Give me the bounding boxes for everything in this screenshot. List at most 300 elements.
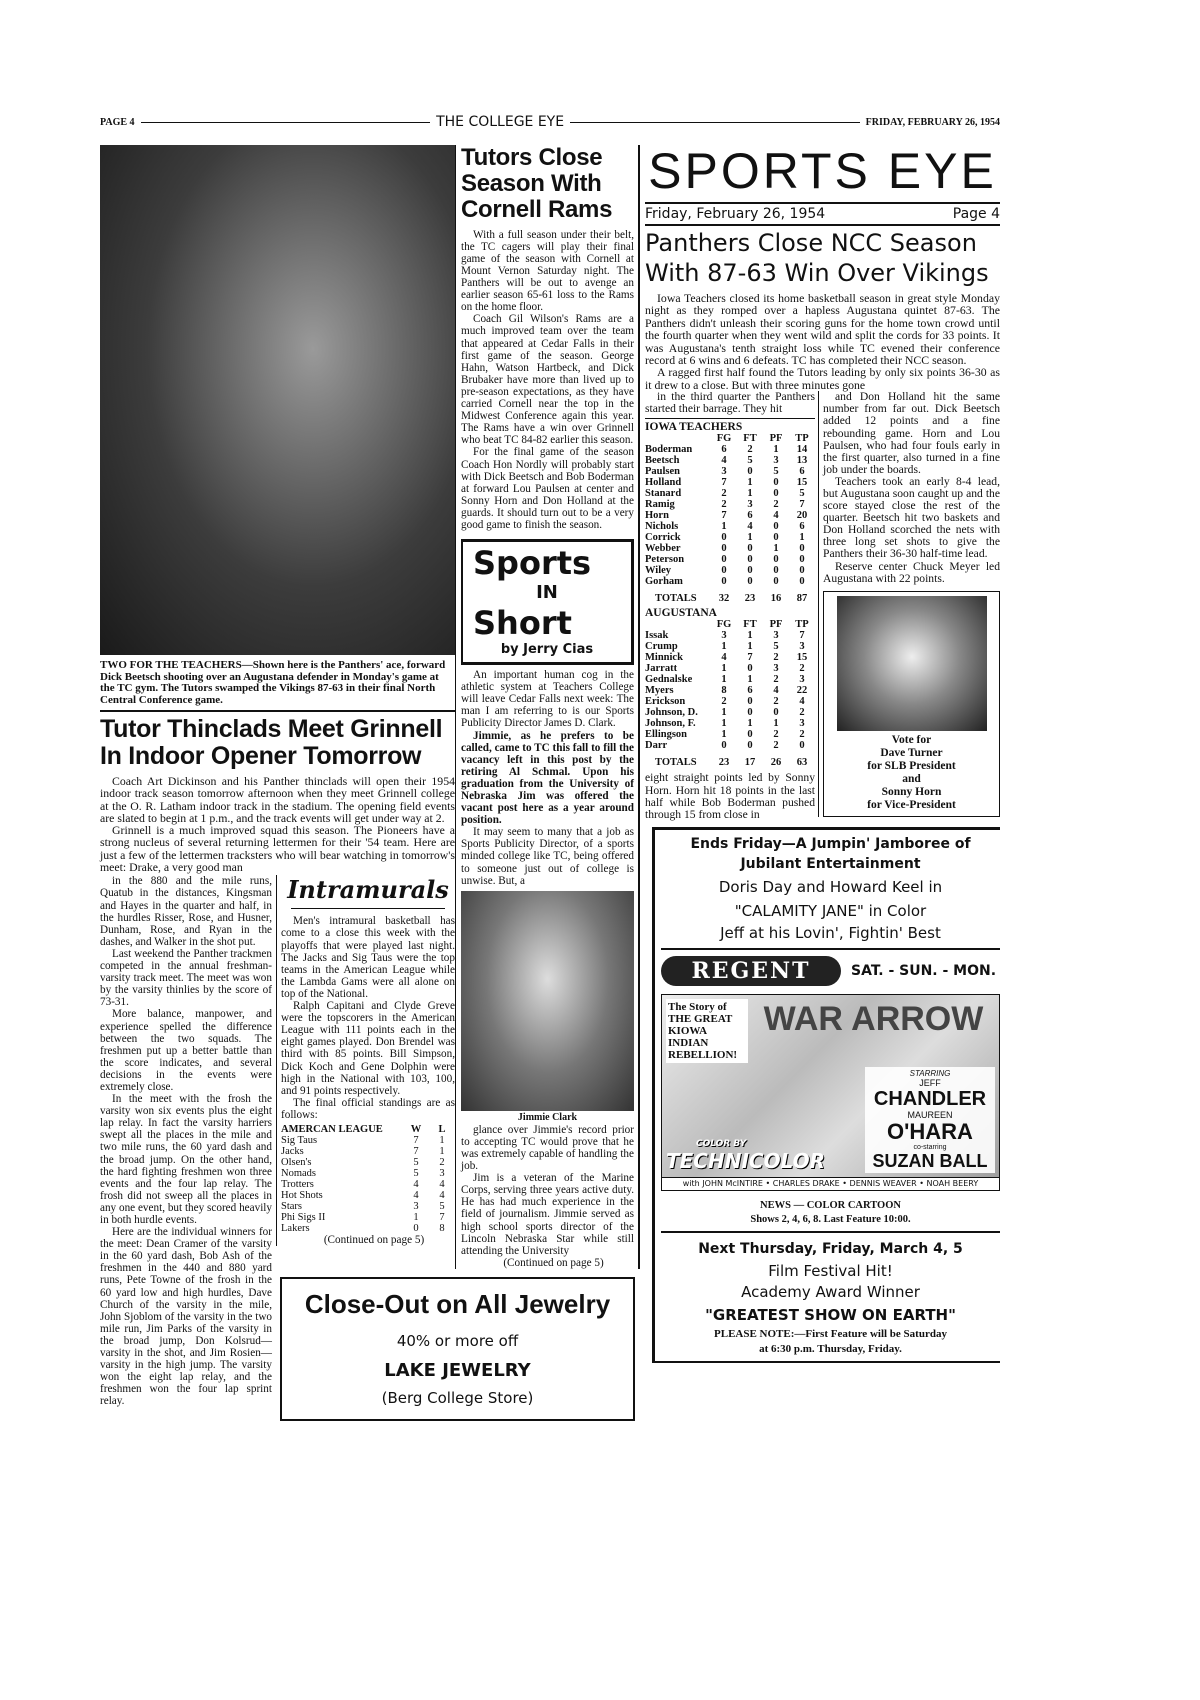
show-days: SAT. - SUN. - MON.	[851, 962, 997, 979]
player-name: Holland	[645, 477, 682, 489]
divider	[100, 710, 455, 712]
stat: 0	[773, 521, 779, 533]
total: 17	[744, 757, 756, 769]
jewelry-headline: Close-Out on All Jewelry	[304, 1288, 611, 1319]
stat: 1	[773, 718, 779, 730]
vote-line: Vote for	[891, 733, 932, 746]
stat: 2	[773, 674, 779, 686]
photo-caption	[100, 660, 455, 706]
show-times	[661, 1199, 1000, 1227]
stat: 1	[747, 488, 753, 500]
stat: 1	[747, 477, 753, 489]
stat: 0	[721, 740, 727, 752]
stat: 2	[773, 740, 779, 752]
stat: 0	[773, 576, 779, 588]
losses: 2	[439, 1156, 445, 1168]
intramurals-body	[281, 915, 455, 1246]
ad-line: Jubilant Entertainment	[740, 855, 921, 872]
header-rule	[570, 122, 860, 123]
festival: Film Festival Hit!	[768, 1261, 893, 1280]
paragraph: Reserve center Chuck Meyer led Augustana with 22 points.	[823, 559, 1000, 585]
continued-note: (Continued on page 5)	[323, 1233, 425, 1246]
player-row	[645, 630, 815, 641]
costar-label: co-starring	[913, 1143, 947, 1151]
paragraph: in the third quarter the Panthers started their barrage. They hit	[645, 390, 815, 416]
stat: 0	[747, 707, 753, 719]
player-row	[645, 729, 815, 740]
intramurals-column	[276, 875, 455, 1246]
stat: 2	[799, 663, 805, 675]
losses: 1	[439, 1134, 445, 1146]
intramurals-title: Intramurals	[287, 875, 449, 905]
stat: 3	[721, 630, 727, 642]
award: Academy Award Winner	[741, 1282, 920, 1301]
stat: 2	[773, 652, 779, 664]
section-dateline	[645, 204, 1000, 224]
player-name: Darr	[645, 740, 668, 752]
jewelry-location: (Berg College Store)	[381, 1388, 534, 1407]
paragraph: It may seem to many that a job as Sports Publicity Director, of a sports minded college like TC, being offered to someone just out of college is unwise. But, a	[461, 826, 634, 887]
player-row	[645, 455, 815, 466]
poster-top	[662, 995, 999, 1067]
player-row	[645, 652, 815, 663]
movie-title: WAR ARROW	[763, 999, 984, 1038]
stat: 2	[773, 729, 779, 741]
section-date: Friday, February 26, 1954	[645, 206, 826, 222]
theater-ad	[652, 827, 1000, 1363]
stat: 0	[747, 663, 753, 675]
total: 23	[718, 757, 730, 769]
stat: 4	[721, 455, 727, 467]
player-name: Crump	[645, 641, 678, 653]
cornell-body	[461, 229, 634, 531]
column-header: PF	[769, 619, 783, 631]
stat: 0	[773, 488, 779, 500]
total: 26	[770, 757, 782, 769]
stat: 0	[799, 554, 805, 566]
team: Stars	[281, 1200, 302, 1212]
poster-art	[666, 1139, 861, 1173]
track-body	[100, 875, 272, 1407]
player-row	[645, 554, 815, 565]
column-header-row	[645, 433, 815, 444]
player-name: Gednalske	[645, 674, 693, 686]
stat: 0	[799, 565, 805, 577]
losses: 4	[439, 1178, 445, 1190]
standings-row	[281, 1179, 455, 1190]
column-header-row	[645, 619, 815, 630]
player-row	[645, 466, 815, 477]
team-name: AUGUSTANA	[645, 607, 717, 620]
player-name: Minnick	[645, 652, 683, 664]
player-row	[645, 543, 815, 554]
page-header	[100, 114, 1000, 130]
team: Olsen's	[281, 1156, 312, 1168]
column-header: PF	[769, 433, 783, 445]
player-name: Beetsch	[645, 455, 680, 467]
extras: NEWS — COLOR CARTOON	[760, 1199, 901, 1211]
stat: 7	[721, 510, 727, 522]
left-block	[100, 145, 455, 1408]
vote-line: Sonny Horn	[881, 785, 942, 798]
player-name: Stanard	[645, 488, 682, 500]
paragraph: For the final game of the season Coach Hon Nordly will probably start with Dick Beetsch and Bob Boderman at forward Lou Paulsen at center and Sonny Horn and Don Holland at the guards. It should turn out to be a very good game to finish the season.	[461, 446, 634, 531]
player-name: Myers	[645, 685, 674, 697]
stat: 1	[721, 718, 727, 730]
vote-line: and	[902, 772, 921, 785]
stat: 4	[747, 521, 753, 533]
paragraph: Here are the individual winners for the meet: Dean Cramer of the varsity in the 60 yard dash, Bob Ash of the freshmen in the 440 and 880 yard runs, Pete Towne of the frosh in the 60 yard low and high hurdles, Dave Church of the varsity in the mile, John Sjoblom of the varsity in the two mile run, Jim Parks of the varsity in the broad jump, Don Kolsrud—varsity in the shot, and Jim Rosien—varsity in the high jump. The varsity won the eight lap relay, and the freshmen won the four lap sprint relay.	[100, 1226, 272, 1408]
player-name: Gorham	[645, 576, 683, 588]
player-row	[645, 477, 815, 488]
total: TOTALS	[655, 593, 697, 605]
column-title-in: IN	[536, 582, 558, 604]
stat: 3	[773, 630, 779, 642]
cornell-headline: Tutors Close Season With Cornell Rams	[461, 144, 613, 223]
stat: 1	[721, 707, 727, 719]
stat: 14	[796, 444, 808, 456]
main-article-right-column	[818, 391, 1000, 817]
paragraph: Coach Gil Wilson's Rams are a much improved team over the team that appeared at Cedar Falls in their first game of the season. George Hahn, Watson Hartbeck, and Dick Brubaker have more than lived up to pre-season expectations, as they have carried Cornell near the top in the Midwest Conference again this year. The Rams have a win over Grinnell who beat TC 84-82 earlier this season.	[461, 313, 634, 447]
main-article-right	[823, 391, 1000, 585]
player-row	[645, 707, 815, 718]
wins: 7	[413, 1145, 419, 1157]
standings-row	[281, 1157, 455, 1168]
total: 32	[718, 593, 730, 605]
wins: 7	[413, 1134, 419, 1146]
paragraph: and Don Holland hit the same number from far out. Dick Beetsch added 12 points and a fine rebounding game. Horn and Lou Paulsen, who had four fouls early in the first quarter, also turned in a fine job under the boards.	[823, 390, 1000, 476]
player-name: Erickson	[645, 696, 686, 708]
stat: 22	[796, 685, 808, 697]
wins: 4	[413, 1178, 419, 1190]
stat: 6	[799, 521, 805, 533]
next-week-ad	[661, 1241, 1000, 1355]
jewelry-store: LAKE JEWELRY	[384, 1359, 531, 1381]
player-row	[645, 674, 815, 685]
stat: 6	[799, 466, 805, 478]
stat: 0	[747, 543, 753, 555]
paragraph: in the 880 and the mile runs, Quatub in the distances, Kingsman and Hayes in the quarter and half, in the hurdles Risser, Rose, and Husner, Dunham, Rose, and Ryan in the dashes, and Walker in the shot put.	[100, 875, 272, 948]
player-row	[645, 444, 815, 455]
team: Hot Shots	[281, 1189, 323, 1201]
poster-stars	[865, 1067, 995, 1173]
stat: 4	[773, 685, 779, 697]
total: 63	[796, 757, 808, 769]
stat: 6	[747, 685, 753, 697]
paragraph: Iowa Teachers closed its home basketball season in great style Monday night as they romped over a hapless Augustana quintet 87-63. The Panthers didn't unleash their scoring guns for the home town crowd until the fourth quarter when they went wild and split the cords for 33 points. It was Augustana's tenth straight loss while TC evened their conference record at 6 wins and 6 defeats. TC has completed their NCC season.	[645, 291, 1000, 368]
wins: 0	[413, 1222, 419, 1234]
player-name: Paulsen	[645, 466, 681, 478]
standings-row	[281, 1201, 455, 1212]
star-last-name: O'HARA	[887, 1118, 973, 1144]
vote-line: for Vice-President	[867, 798, 956, 811]
paragraph: An important human cog in the athletic system at Teachers College will leave Cedar Falls next week: The man I am referring to is our Sports Publicity Director James D. Clark.	[461, 669, 634, 730]
total: 87	[796, 593, 808, 605]
column-header: TP	[795, 619, 809, 631]
stat: 0	[747, 554, 753, 566]
track-lead	[100, 775, 455, 873]
paragraph: Last weekend the Panther trackmen competed in the annual freshman-varsity track meet. The meet was won by the varsity thinlies by the score of 73-31.	[100, 947, 272, 1009]
stat: 2	[773, 696, 779, 708]
poster-tagline: The Story of THE GREAT KIOWA INDIAN REBELLION!	[666, 999, 748, 1063]
stat: 6	[747, 510, 753, 522]
player-row	[645, 663, 815, 674]
column-title-short: Short	[473, 604, 572, 643]
main-article-after-box: eight straight points led by Sonny Horn. Horn hit 18 points in the last half while Bob Boderman pushed through 15 from close in	[645, 771, 815, 821]
standings-row	[281, 1146, 455, 1157]
wins: 4	[413, 1189, 419, 1201]
next-dates: Next Thursday, Friday, March 4, 5	[698, 1240, 963, 1257]
sports-eye-masthead: SPORTS EYE	[648, 143, 997, 199]
team: Trotters	[281, 1178, 314, 1190]
team-row	[645, 608, 815, 619]
caption-lead: TWO FOR THE TEACHERS	[100, 659, 242, 671]
stat: 7	[799, 499, 805, 511]
stat: 1	[773, 444, 779, 456]
poster-body	[662, 1067, 999, 1177]
stat: 0	[799, 576, 805, 588]
stat: 0	[799, 543, 805, 555]
color-by: COLOR BY	[696, 1138, 747, 1149]
column-header: FG	[716, 433, 732, 445]
stat: 5	[773, 641, 779, 653]
spacer	[645, 619, 711, 630]
stat: 2	[773, 499, 779, 511]
section-page: Page 4	[952, 206, 1000, 222]
paragraph: Jimmie, as he prefers to be called, came to TC this fall to fill the vacancy left in this post by the retiring Al Schmal. Upon his graduation from the University of Nebraska Jim was offered the vacant post here as a year around position.	[461, 729, 634, 827]
player-row	[645, 641, 815, 652]
wins: 5	[413, 1156, 419, 1168]
column-header: TP	[795, 433, 809, 445]
player-row	[645, 696, 815, 707]
player-name: Corrick	[645, 532, 681, 544]
paragraph: Ralph Capitani and Clyde Greve were the topscorers in the American League with 111 points each in the eight games played. Don Brendel was third with 85 points. Bill Simpson, Dick Koch and Gene Dolphin were high in the National with 103, 100, and 91 points respectively.	[281, 1000, 455, 1097]
calamity-jane-ad	[661, 836, 1000, 942]
spacer	[645, 433, 711, 444]
stat: 0	[799, 740, 805, 752]
wins: 1	[413, 1211, 419, 1223]
player-name: Issak	[645, 630, 669, 642]
stat: 0	[721, 543, 727, 555]
paragraph: With a full season under their belt, the TC cagers will play their final game of the season with Cornell at Mount Vernon Saturday night. The Panthers will be out to avenge an earlier season 65-61 loss to the Rams on the home floor.	[461, 228, 634, 314]
stat: 1	[747, 532, 753, 544]
main-article-left-column	[645, 391, 818, 821]
stat: 0	[773, 554, 779, 566]
stat: 1	[747, 630, 753, 642]
stat: 0	[747, 466, 753, 478]
player-row	[645, 532, 815, 543]
player-name: Ellingson	[645, 729, 688, 741]
standings-row	[281, 1223, 455, 1234]
player-row	[645, 576, 815, 587]
player-row	[645, 718, 815, 729]
team: Sig Taus	[281, 1134, 318, 1146]
paragraph: In the meet with the frosh the varsity won six events plus the eight lap relay. In fact the varsity harriers swept all the places in the mile and two mile runs, the 60 yard dash and the broad jump. On the other hand, the hard fighting freshmen won three events and the four lap relay. The frosh did not sweep all the places in any one event, but they scored heavily in both hurdle events.	[100, 1093, 272, 1226]
note: PLEASE NOTE:—First Feature will be Saturday	[714, 1327, 947, 1340]
stat: 7	[747, 652, 753, 664]
main-article-lead	[645, 292, 1000, 391]
stat: 0	[721, 532, 727, 544]
team: Phi Sigs II	[281, 1211, 326, 1223]
player-name: Horn	[645, 510, 669, 522]
paragraph: A ragged first half found the Tutors leading by only six points 36-30 as it drew to a close. But with three minutes gone	[645, 365, 1000, 392]
stat: 1	[747, 641, 753, 653]
stat: 0	[773, 707, 779, 719]
ad-line: Ends Friday—A Jumpin' Jamboree of	[690, 835, 971, 852]
stat: 4	[773, 510, 779, 522]
stat: 3	[721, 466, 727, 478]
player-row	[645, 499, 815, 510]
total: TOTALS	[655, 757, 697, 769]
divider	[291, 908, 445, 909]
team: Jacks	[281, 1145, 304, 1157]
stat: 4	[799, 696, 805, 708]
stat: 2	[721, 488, 727, 500]
paragraph: Men's intramural basketball has come to a close this week with the playoffs that were played last night. The Jacks and Sig Taus were the top teams in the American League while the Lambda Gams were all alone on top of the National.	[281, 915, 455, 1000]
losses: 5	[439, 1200, 445, 1212]
regent-logo: REGENT	[661, 956, 841, 986]
technicolor-logo: TECHNICOLOR	[666, 1148, 826, 1173]
stat: 0	[747, 729, 753, 741]
paragraph: Grinnell is a much improved squad this season. The Pioneers have a strong nucleus of several returning lettermen for their '54 team. Here are just a few of the lettermen tracksters who will bear watching in tomorrow's meet: Drake, a very good man	[100, 823, 455, 875]
team-name: IOWA TEACHERS	[645, 421, 743, 434]
ad-line: Doris Day and Howard Keel in	[718, 877, 943, 896]
main-article-columns	[645, 391, 1000, 821]
showtimes: Shows 2, 4, 6, 8. Last Feature 10:00.	[750, 1213, 911, 1225]
jewelry-ad	[280, 1277, 635, 1421]
standings-row	[281, 1212, 455, 1223]
divider	[645, 418, 815, 419]
stat: 0	[721, 554, 727, 566]
player-row	[645, 521, 815, 532]
stat: 3	[799, 641, 805, 653]
page-number: PAGE 4	[100, 116, 135, 128]
player-name: Ramig	[645, 499, 675, 511]
stat: 3	[773, 663, 779, 675]
stat: 1	[721, 641, 727, 653]
stat: 1	[773, 543, 779, 555]
continued-note: (Continued on page 5)	[503, 1256, 604, 1269]
starring-label: STARRING	[909, 1068, 951, 1078]
stat: 5	[773, 466, 779, 478]
stat: 1	[799, 532, 805, 544]
player-row	[645, 510, 815, 521]
issue-date: FRIDAY, FEBRUARY 26, 1954	[865, 116, 1001, 128]
main-headline: Panthers Close NCC Season With 87-63 Win Over Vikings	[645, 229, 989, 287]
losses: 7	[439, 1211, 445, 1223]
stat: 0	[773, 532, 779, 544]
vote-line: for SLB President	[867, 759, 956, 772]
stat: 8	[721, 685, 727, 697]
standings-row	[281, 1135, 455, 1146]
star-last-name: CHANDLER	[873, 1087, 987, 1110]
player-name: Webber	[645, 543, 681, 555]
player-name: Johnson, F.	[645, 718, 696, 730]
divider	[645, 224, 1000, 226]
stat: 0	[747, 740, 753, 752]
stat: 15	[796, 652, 808, 664]
player-row	[645, 740, 815, 751]
stat: 0	[721, 565, 727, 577]
stat: 2	[721, 696, 727, 708]
player-row	[645, 685, 815, 696]
ad-line: "CALAMITY JANE" in Color	[734, 901, 927, 920]
wins: 3	[413, 1200, 419, 1212]
stat: 3	[799, 674, 805, 686]
sports-in-short-box	[461, 539, 634, 665]
byline: by Jerry Cias	[500, 642, 594, 658]
column-title: Sports	[473, 544, 592, 583]
stat: 0	[773, 477, 779, 489]
losses: 4	[439, 1189, 445, 1201]
player-name: Nichols	[645, 521, 679, 533]
paragraph: Teachers took an early 8-4 lead, but Augustana soon caught up and the score stayed close the rest of the quarter. Beetsch hit two baskets and Don Holland scorched the nets with three long set shots to give the Panthers their 36-30 half-time lead.	[823, 474, 1000, 561]
stat: 2	[721, 499, 727, 511]
stat: 3	[747, 499, 753, 511]
paragraph: glance over Jimmie's record prior to accepting TC would prove that he was extremely capable of handling the job.	[461, 1123, 634, 1173]
stat: 2	[799, 729, 805, 741]
total: 23	[744, 593, 756, 605]
standings-header: L	[438, 1123, 446, 1135]
standings-row	[281, 1168, 455, 1179]
column-header: FT	[743, 433, 757, 445]
player-row	[645, 488, 815, 499]
standings-header: AMERCAN LEAGUE	[281, 1123, 383, 1135]
stat: 0	[747, 565, 753, 577]
paragraph: Coach Art Dickinson and his Panther thinclads will open their 1954 indoor track season tomorrow afternoon when they meet Grinnell college at the O. R. Latham indoor track in the stadium. The opening field events are slated to begin at 1 p.m., and the track events will get under way at 2.	[100, 774, 455, 825]
standings-row	[281, 1190, 455, 1201]
center-column	[455, 145, 640, 1269]
divider	[661, 948, 1000, 950]
stat: 1	[721, 674, 727, 686]
note-times: at 6:30 p.m. Thursday, Friday.	[759, 1342, 902, 1355]
stat: 2	[799, 707, 805, 719]
stat: 1	[747, 718, 753, 730]
iowa-box-score	[645, 422, 815, 604]
team: Lakers	[281, 1222, 310, 1234]
player-name: Wiley	[645, 565, 672, 577]
stat: 5	[799, 488, 805, 500]
sports-eye-column	[645, 140, 1000, 1363]
player-name: Peterson	[645, 554, 685, 566]
jewelry-offer: 40% or more off	[396, 1331, 519, 1350]
stat: 1	[721, 521, 727, 533]
losses: 3	[439, 1167, 445, 1179]
stat: 6	[721, 444, 727, 456]
track-headline: Tutor Thinclads Meet Grinnell In Indoor Opener Tomorrow	[100, 715, 443, 770]
star-first-name: MAUREEN	[907, 1109, 953, 1120]
stat: 3	[799, 718, 805, 730]
paragraph: The final official standings are as follows:	[281, 1096, 455, 1121]
caption-text: —Shown here is the Panthers' ace, forward Dick Beetsch shooting over an Augustana defender in Monday's game at the TC gym. The Tutors swamped the Vikings 87-63 in their final North Central Conference game.	[100, 659, 446, 706]
stat: 0	[747, 696, 753, 708]
team: Nomads	[281, 1167, 316, 1179]
stat: 0	[747, 576, 753, 588]
stat: 1	[747, 674, 753, 686]
stat: 7	[799, 630, 805, 642]
paper-name: THE COLLEGE EYE	[436, 114, 565, 130]
player-row	[645, 565, 815, 576]
header-rule	[141, 122, 431, 123]
standings-header: W	[410, 1123, 422, 1135]
stat: 5	[747, 455, 753, 467]
paragraph: More balance, manpower, and experience spelled the difference between the two squads. The freshmen put up a better battle than the score indicates, and several decisions in the events were extremely close.	[100, 1008, 272, 1093]
player-name: Boderman	[645, 444, 693, 456]
player-name: Johnson, D.	[645, 707, 698, 719]
stat: 13	[796, 455, 808, 467]
costar-name: SUZAN BALL	[872, 1150, 988, 1171]
short-body	[461, 669, 634, 887]
